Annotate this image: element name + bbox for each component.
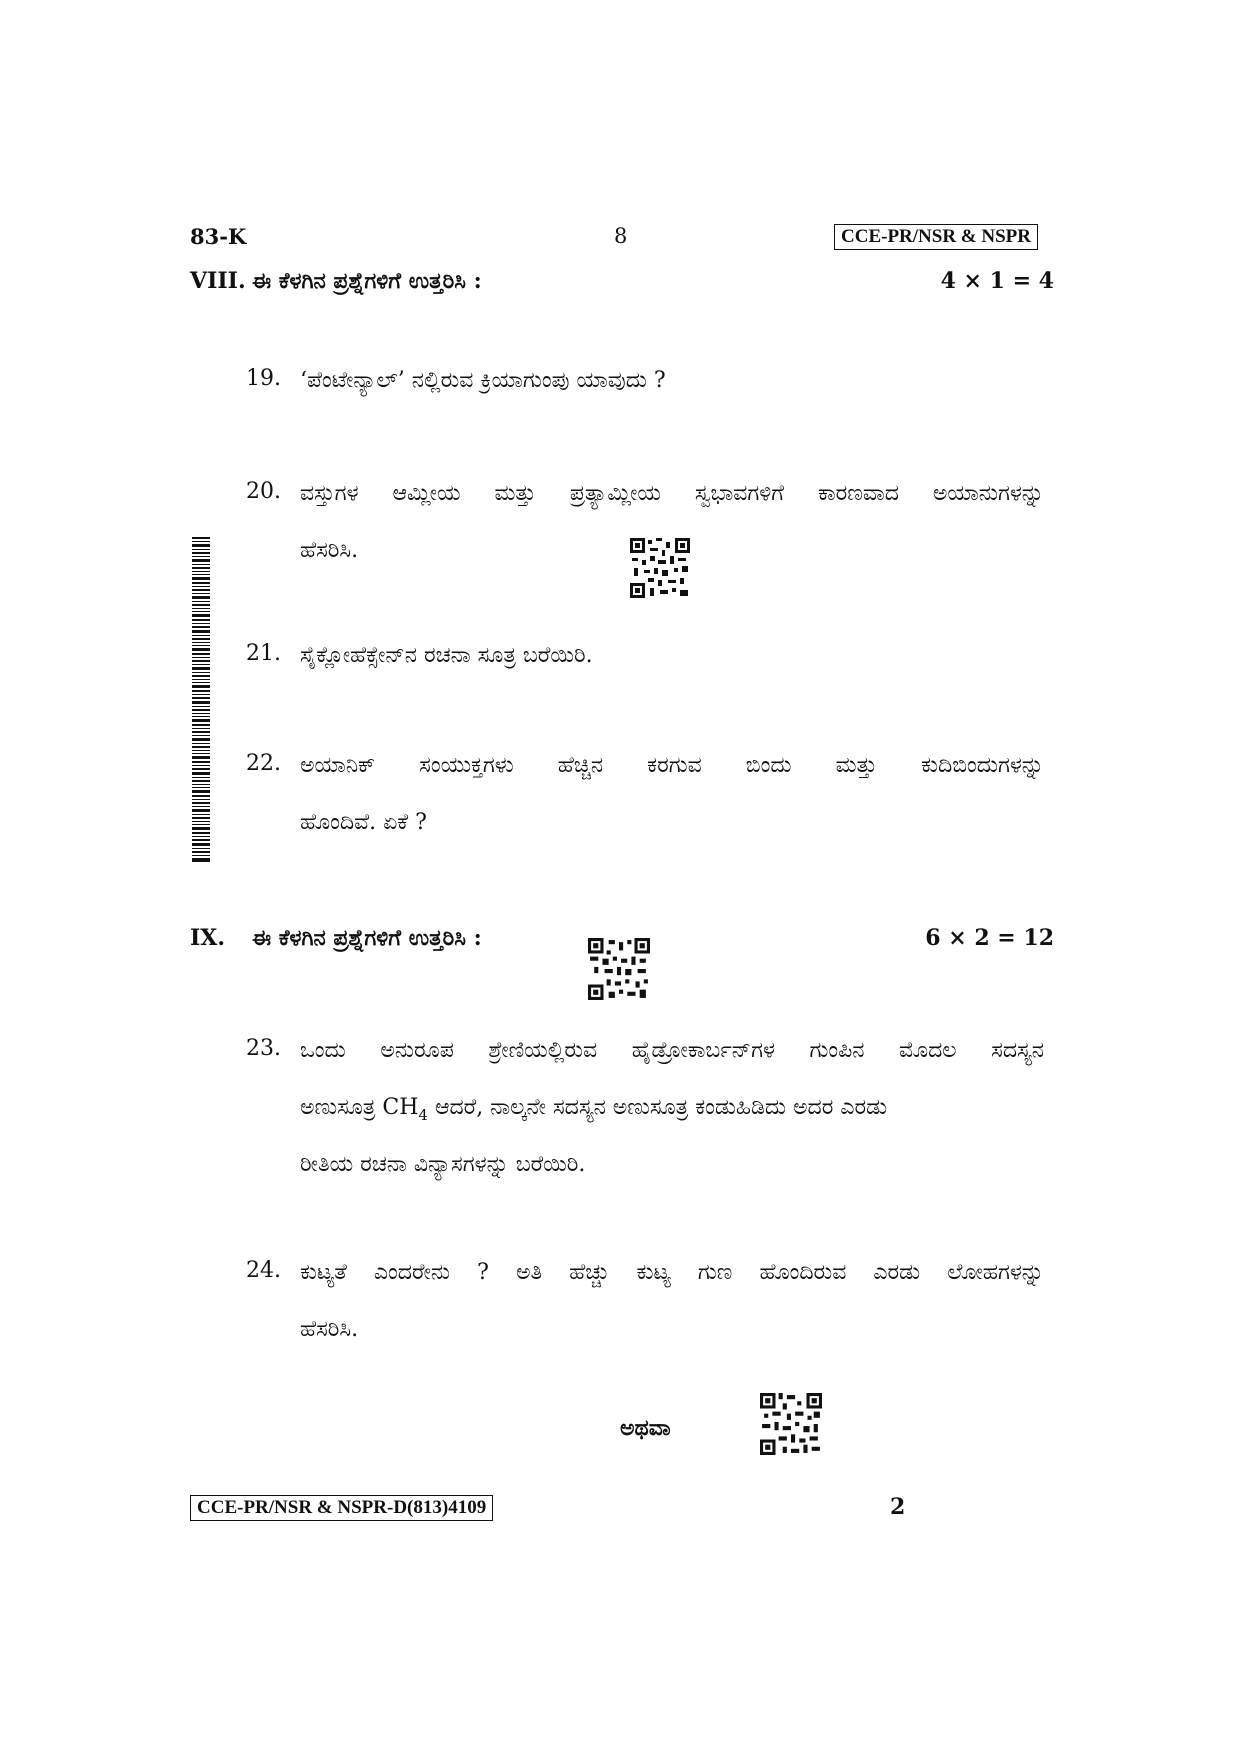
question-text-line: ಹೆಸರಿಸಿ.	[300, 1317, 359, 1342]
question-number: 21.	[246, 641, 281, 666]
qr-code-icon	[760, 1393, 822, 1455]
section-number: IX.	[190, 925, 226, 951]
question-text: ಸೈಕ್ಲೋಹೆಕ್ಸೇನ್‌ನ ರಚನಾ ಸೂತ್ರ ಬರೆಯಿರಿ.	[300, 643, 593, 668]
page-number: 8	[614, 224, 628, 248]
question-number: 22.	[246, 751, 281, 776]
section-number: VIII.	[190, 268, 246, 294]
section-title: ಈ ಕೆಳಗಿನ ಪ್ರಶ್ನೆಗಳಿಗೆ ಉತ್ತರಿಸಿ :	[252, 925, 482, 951]
question-text-line: ಒಂದು ಅನುರೂಪ ಶ್ರೇಣಿಯಲ್ಲಿರುವ ಹೈಡ್ರೋಕಾರ್ಬನ್‌ಗಳ ಗುಂಪಿನ ಮೊದಲ ಸದಸ್ಯನ	[300, 1038, 1044, 1063]
question-number: 23.	[246, 1036, 281, 1061]
question-text-line: ಕುಟ್ಯತೆ ಎಂದರೇನು ? ಅತಿ ಹೆಚ್ಚು ಕುಟ್ಯ ಗುಣ ಹೊಂದಿರುವ ಎರಡು ಲೋಹಗಳನ್ನು	[300, 1260, 1044, 1285]
question-text: ‘ಪೆಂಟೇನ್ಯಾಲ್’ ನಲ್ಲಿರುವ ಕ್ರಿಯಾಗುಂಪು ಯಾವುದು ?	[300, 368, 666, 393]
or-label: ಅಥವಾ	[620, 1415, 671, 1441]
question-number: 20.	[246, 479, 281, 504]
formula-subscript: 4	[418, 1106, 428, 1124]
footer-page-number: 2	[890, 1494, 906, 1520]
question-text-line: ಅಯಾನಿಕ್ ಸಂಯುಕ್ತಗಳು ಹೆಚ್ಚಿನ ಕರಗುವ ಬಿಂದು ಮತ್ತು ಕುದಿಬಿಂದುಗಳನ್ನು	[300, 753, 1044, 778]
question-text-line: ರೀತಿಯ ರಚನಾ ವಿನ್ಯಾಸಗಳನ್ನು ಬರೆಯಿರಿ.	[300, 1152, 586, 1177]
question-text-line: ವಸ್ತುಗಳ ಆಮ್ಲೀಯ ಮತ್ತು ಪ್ರತ್ಯಾಮ್ಲೀಯ ಸ್ವಭಾವಗಳಿಗೆ ಕಾರಣವಾದ ಅಯಾನುಗಳನ್ನು	[300, 481, 1044, 506]
paper-code: 83-K	[190, 224, 247, 249]
formula-suffix: ಆದರೆ, ನಾಲ್ಕನೇ ಸದಸ್ಯನ ಅಣುಸೂತ್ರ ಕಂಡುಹಿಡಿದು ಅದರ ಎರಡು	[427, 1095, 888, 1120]
question-text-line: ಹೆಸರಿಸಿ.	[300, 538, 359, 563]
qr-code-icon	[588, 938, 650, 1000]
exam-code-box: CCE-PR/NSR & NSPR	[834, 224, 1038, 250]
question-text-line: ಹೊಂದಿವೆ. ಏಕೆ ?	[300, 810, 427, 835]
question-number: 19.	[246, 366, 281, 391]
formula-prefix: ಅಣುಸೂತ್ರ CH	[300, 1095, 419, 1120]
footer-code-box: CCE-PR/NSR & NSPR-D(813)4109	[190, 1495, 493, 1521]
section-title: ಈ ಕೆಳಗಿನ ಪ್ರಶ್ನೆಗಳಿಗೆ ಉತ್ತರಿಸಿ :	[252, 268, 482, 294]
question-number: 24.	[246, 1258, 281, 1283]
barcode-icon	[192, 537, 210, 862]
section-marks: 4 × 1 = 4	[940, 268, 1054, 294]
qr-code-icon	[630, 538, 690, 598]
question-text-line	[300, 1079, 1044, 1144]
section-marks: 6 × 2 = 12	[925, 925, 1054, 951]
